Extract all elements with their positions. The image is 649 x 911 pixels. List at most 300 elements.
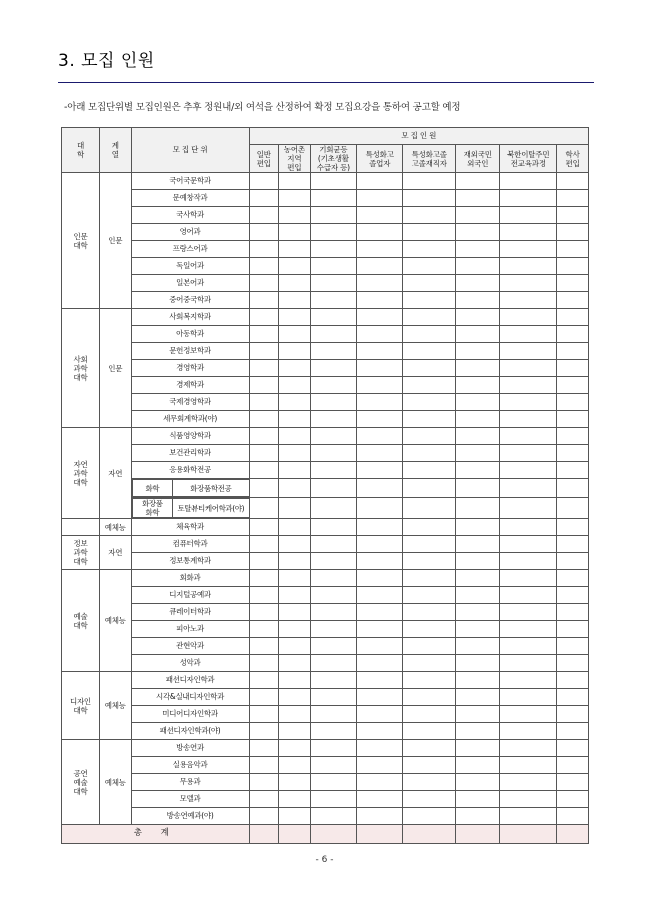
cell-count [279,275,311,292]
cell-count [357,672,403,689]
cell-count [279,740,311,757]
cell-count [403,570,456,587]
cell-university: 자연 과학 대학 [62,428,100,519]
cell-count [456,723,500,740]
cell-count [249,570,279,587]
cell-count [403,309,456,326]
cell-count [310,587,356,604]
cell-recruit-unit: 화학 화장품학전공 [131,479,249,498]
cell-count [357,604,403,621]
cell-count [456,207,500,224]
cell-count [310,360,356,377]
cell-count [310,689,356,706]
recruitment-table [61,127,589,844]
cell-recruit-unit: 사회복지학과 [131,309,249,326]
header-col-north-korean: 북한이탈주민 전교육과정 [500,145,557,173]
cell-count [357,791,403,808]
cell-count [456,343,500,360]
cell-total-count [357,825,403,844]
cell-count [557,360,589,377]
cell-count [279,638,311,655]
cell-count [357,428,403,445]
cell-count [500,258,557,275]
cell-count [249,723,279,740]
table-row [62,258,589,275]
cell-recruit-unit: 피아노과 [131,621,249,638]
cell-count [500,498,557,519]
cell-count [456,173,500,190]
cell-count [249,706,279,723]
cell-count [557,428,589,445]
cell-count [403,241,456,258]
cell-recruit-unit: 보건관리학과 [131,445,249,462]
table-row [62,428,589,445]
table-row [62,638,589,655]
cell-count [500,604,557,621]
cell-total-count [279,825,311,844]
cell-count [456,689,500,706]
cell-count [557,462,589,479]
cell-count [456,638,500,655]
cell-count [357,757,403,774]
cell-count [403,275,456,292]
cell-count [249,689,279,706]
header-col-rural: 농어촌 지역 편입 [279,145,311,173]
cell-count [403,462,456,479]
cell-count [310,740,356,757]
cell-count [279,519,311,536]
cell-count [456,672,500,689]
cell-count [500,360,557,377]
cell-count [456,190,500,207]
cell-count [357,774,403,791]
cell-count [279,326,311,343]
cell-count [456,377,500,394]
table-row [62,774,589,791]
cell-count [557,808,589,825]
cell-count [500,519,557,536]
cell-count [357,241,403,258]
cell-count [403,553,456,570]
cell-count [557,791,589,808]
cell-count [456,275,500,292]
cell-series: 자연 [99,428,131,519]
cell-recruit-unit: 디지털공예과 [131,587,249,604]
table-row [62,445,589,462]
cell-recruit-unit: 국어국문학과 [131,173,249,190]
cell-count [279,587,311,604]
cell-recruit-unit: 실용음악과 [131,757,249,774]
cell-count [403,445,456,462]
cell-count [456,309,500,326]
cell-count [456,706,500,723]
cell-count [310,774,356,791]
table-row [62,723,589,740]
cell-count [403,498,456,519]
cell-recruit-unit: 문예창작과 [131,190,249,207]
cell-series: 예체능 [99,519,131,536]
cell-count [357,411,403,428]
cell-count [557,377,589,394]
cell-count [310,326,356,343]
cell-count [500,411,557,428]
header-col-vocational-grad: 특성화고 졸업자 [357,145,403,173]
cell-count [500,207,557,224]
cell-count [403,706,456,723]
cell-recruit-unit: 세무회계학과(야) [131,411,249,428]
cell-count [249,519,279,536]
cell-count [403,326,456,343]
table-row [62,360,589,377]
cell-recruit-unit: 미디어디자인학과 [131,706,249,723]
cell-recruit-unit: 컴퓨터학과 [131,536,249,553]
cell-count [403,519,456,536]
cell-count [249,553,279,570]
cell-count [279,224,311,241]
cell-count [456,292,500,309]
cell-count [357,360,403,377]
cell-count [557,774,589,791]
page-title: 3. 모집 인원 [58,51,155,71]
cell-series: 예체능 [99,672,131,740]
cell-count [279,808,311,825]
cell-count [249,621,279,638]
cell-count [557,672,589,689]
cell-recruit-unit: 모델과 [131,791,249,808]
title-divider [58,82,594,83]
cell-count [310,723,356,740]
cell-count [279,360,311,377]
cell-count [557,275,589,292]
cell-count [456,604,500,621]
cell-count [500,428,557,445]
cell-count [456,462,500,479]
cell-count [500,173,557,190]
cell-count [249,791,279,808]
cell-recruit-unit: 체육학과 [131,519,249,536]
header-recruit-group: 모 집 인 원 [249,128,588,145]
cell-count [456,241,500,258]
cell-count [557,190,589,207]
cell-count [403,173,456,190]
cell-count [357,519,403,536]
cell-count [357,706,403,723]
cell-count [357,498,403,519]
cell-count [456,498,500,519]
table-row [62,587,589,604]
cell-count [310,292,356,309]
cell-count [557,655,589,672]
cell-count [500,394,557,411]
cell-count [557,689,589,706]
cell-count [249,672,279,689]
cell-count [403,428,456,445]
table-row [62,394,589,411]
cell-count [249,173,279,190]
cell-count [279,445,311,462]
cell-count [310,462,356,479]
document-content [58,46,594,844]
note-text: -아래 모집단위별 모집인원은 추후 정원내/외 여석을 산정하여 확정 모집요강을 통하여 공고할 예정 [64,102,461,113]
cell-recruit-unit: 경영학과 [131,360,249,377]
cell-count [357,462,403,479]
cell-count [357,808,403,825]
cell-count [249,309,279,326]
cell-count [279,570,311,587]
cell-count [403,190,456,207]
table-row [62,655,589,672]
cell-count [310,479,356,498]
cell-count [310,411,356,428]
cell-count [403,360,456,377]
cell-count [357,207,403,224]
cell-count [403,479,456,498]
cell-count [557,326,589,343]
cell-count [310,258,356,275]
cell-count [557,343,589,360]
cell-count [500,740,557,757]
cell-count [357,638,403,655]
cell-total-count [249,825,279,844]
cell-count [249,394,279,411]
cell-count [310,638,356,655]
cell-count [500,808,557,825]
cell-count [456,258,500,275]
cell-count [403,536,456,553]
cell-count [279,655,311,672]
table-total-row [62,825,589,844]
cell-recruit-unit: 응용화학전공 [131,462,249,479]
cell-count [357,394,403,411]
cell-count [357,655,403,672]
cell-count [310,536,356,553]
cell-total-count [310,825,356,844]
cell-count [403,740,456,757]
cell-count [249,536,279,553]
cell-count [357,377,403,394]
table-row [62,553,589,570]
cell-count [500,536,557,553]
cell-count [403,655,456,672]
table-row [62,808,589,825]
cell-recruit-unit: 패션디자인학과 [131,672,249,689]
cell-count [279,292,311,309]
cell-count [279,621,311,638]
cell-count [500,655,557,672]
cell-count [279,479,311,498]
cell-count [403,394,456,411]
cell-count [249,241,279,258]
cell-total-count [500,825,557,844]
cell-count [557,224,589,241]
cell-count [500,723,557,740]
header-col-vocational-employed: 특성화고졸 고졸재직자 [403,145,456,173]
cell-count [557,292,589,309]
cell-count [500,275,557,292]
table-row [62,604,589,621]
cell-count [357,621,403,638]
cell-count [279,553,311,570]
cell-count [249,292,279,309]
cell-count [456,519,500,536]
cell-count [249,428,279,445]
cell-count [557,740,589,757]
cell-count [403,587,456,604]
cell-count [249,808,279,825]
cell-university: 공연 예술 대학 [62,740,100,825]
cell-count [456,757,500,774]
cell-count [557,587,589,604]
cell-recruit-unit: 회화과 [131,570,249,587]
cell-recruit-unit: 방송연과 [131,740,249,757]
cell-count [557,445,589,462]
cell-count [500,757,557,774]
cell-count [500,621,557,638]
table-row [62,498,589,519]
table-head [62,128,589,173]
cell-recruit-unit: 경제학과 [131,377,249,394]
table-row [62,275,589,292]
header-unit: 모 집 단 위 [131,128,249,173]
cell-count [456,808,500,825]
cell-series: 예체능 [99,740,131,825]
table-header-row-1 [62,128,589,145]
table-row [62,621,589,638]
cell-count [249,638,279,655]
cell-count [357,723,403,740]
cell-recruit-unit: 국사학과 [131,207,249,224]
cell-count [500,570,557,587]
cell-count [500,309,557,326]
cell-count [557,394,589,411]
cell-count [249,604,279,621]
cell-count [249,224,279,241]
cell-university: 예술 대학 [62,570,100,672]
cell-count [279,723,311,740]
header-col-general: 일반 편입 [249,145,279,173]
cell-count [456,621,500,638]
cell-count [456,570,500,587]
cell-count [357,292,403,309]
cell-count [249,479,279,498]
cell-count [557,519,589,536]
cell-count [456,411,500,428]
cell-count [279,190,311,207]
cell-series: 예체능 [99,570,131,672]
cell-count [279,394,311,411]
cell-count [310,655,356,672]
table-row [62,791,589,808]
cell-count [403,207,456,224]
cell-count [357,479,403,498]
cell-count [249,275,279,292]
cell-count [310,207,356,224]
cell-count [500,377,557,394]
cell-count [500,224,557,241]
cell-recruit-unit: 화장품 화학 토탈뷰티케어학과(야) [131,498,249,519]
cell-count [249,377,279,394]
cell-count [279,377,311,394]
cell-count [310,309,356,326]
cell-count [357,740,403,757]
cell-count [403,224,456,241]
cell-count [403,774,456,791]
cell-count [456,791,500,808]
cell-count [310,706,356,723]
header-col-overseas: 재외국민 외국인 [456,145,500,173]
cell-count [557,173,589,190]
cell-total-count [403,825,456,844]
cell-count [500,689,557,706]
cell-count [500,774,557,791]
cell-count [357,445,403,462]
cell-count [279,498,311,519]
cell-count [249,655,279,672]
cell-count [357,224,403,241]
cell-count [249,445,279,462]
cell-count [456,655,500,672]
cell-count [357,309,403,326]
cell-count [357,326,403,343]
table-row [62,689,589,706]
cell-count [557,621,589,638]
cell-count [279,258,311,275]
cell-count [310,343,356,360]
cell-count [357,275,403,292]
cell-count [557,638,589,655]
cell-count [456,445,500,462]
cell-count [500,672,557,689]
cell-recruit-unit: 방송연예과(야) [131,808,249,825]
cell-count [403,791,456,808]
cell-count [249,587,279,604]
cell-count [357,536,403,553]
cell-count [279,462,311,479]
cell-count [249,190,279,207]
table-body [62,173,589,844]
cell-count [456,428,500,445]
cell-count [557,309,589,326]
cell-series: 인문 [99,173,131,309]
table-row [62,479,589,498]
cell-university: 디자인 대학 [62,672,100,740]
table-row [62,519,589,536]
cell-count [310,553,356,570]
cell-count [456,326,500,343]
cell-count [279,241,311,258]
cell-recruit-unit: 일본어과 [131,275,249,292]
cell-recruit-unit: 국제경영학과 [131,394,249,411]
header-series: 계 열 [99,128,131,173]
header-univ: 대 학 [62,128,100,173]
cell-count [249,462,279,479]
cell-count [310,445,356,462]
table-row [62,241,589,258]
table-row [62,326,589,343]
cell-count [557,604,589,621]
cell-count [279,706,311,723]
cell-university: 정보 과학 대학 [62,536,100,570]
cell-count [249,343,279,360]
cell-count [403,343,456,360]
cell-count [279,173,311,190]
cell-count [357,343,403,360]
cell-count [310,519,356,536]
cell-count [557,570,589,587]
cell-recruit-unit: 성악과 [131,655,249,672]
cell-count [357,570,403,587]
cell-count [279,411,311,428]
